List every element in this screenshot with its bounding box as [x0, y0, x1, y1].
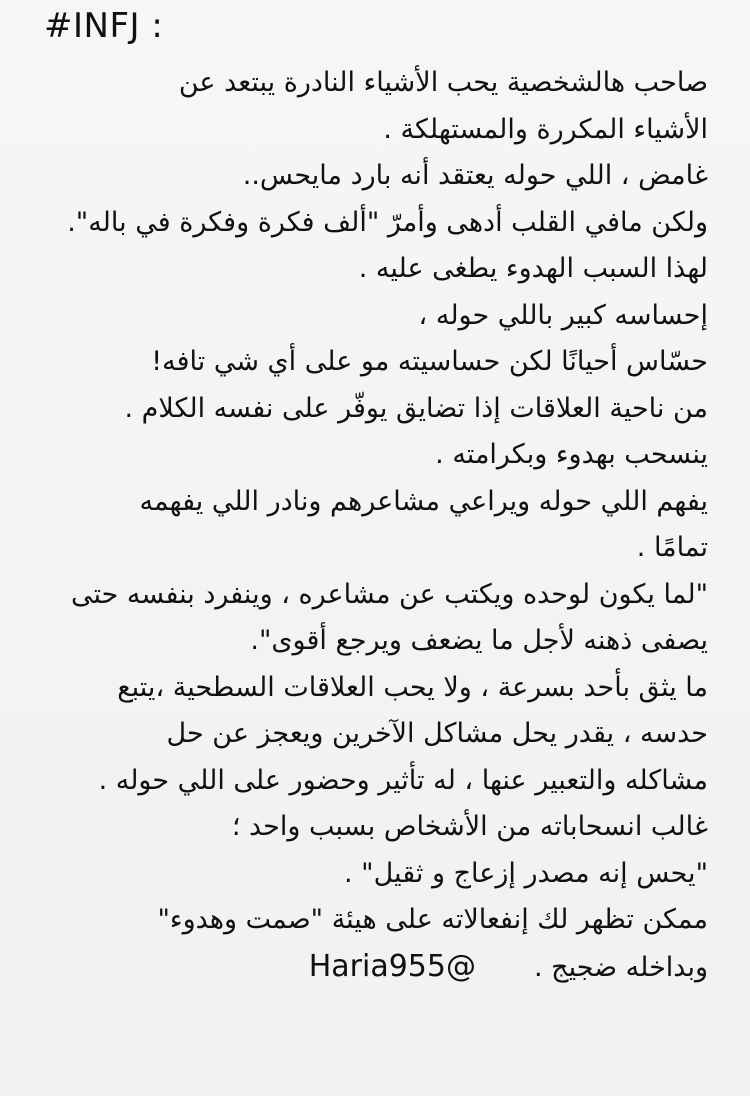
text-line: الأشياء المكررة والمستهلكة .: [383, 113, 708, 145]
text-line: يفهم اللي حوله ويراعي مشاعرهم ونادر اللي يفهمه: [139, 485, 708, 517]
author-handle: Haria955@: [308, 948, 476, 984]
text-line: مشاكله والتعبير عنها ، له تأثير وحضور على اللي حوله .: [98, 764, 708, 796]
text-line: ممكن تظهر لك إنفعالاته على هيئة "صمت وهدوء": [157, 904, 708, 935]
text-line: "لما يكون لوحده ويكتب عن مشاعره ، وينفرد بنفسه حتى: [70, 578, 708, 610]
text-line: حدسه ، يقدر يحل مشاكل الآخرين ويعجز عن حل: [166, 718, 708, 749]
text-line: لهذا السبب الهدوء يطغى عليه .: [358, 253, 708, 284]
last-line: [40, 944, 708, 991]
note-body: [40, 60, 708, 990]
text-line: ما يثق بأحد بسرعة ، ولا يحب العلاقات السطحية ،يتبع: [117, 671, 708, 703]
text-line: ينسحب بهدوء وبكرامته .: [435, 439, 708, 470]
text-line: "يحس إنه مصدر إزعاج و ثقيل" .: [344, 857, 708, 889]
text-line: صاحب هالشخصية يحب الأشياء النادرة يبتعد عن: [178, 67, 708, 98]
text-line: من ناحية العلاقات إذا تضايق يوفّر على نفسه الكلام .: [124, 392, 708, 424]
text-line: تمامًا .: [636, 532, 708, 563]
text-line: يصفى ذهنه لأجل ما يضعف ويرجع أقوى".: [250, 625, 708, 656]
last-line-text: وبداخله ضجيج .: [533, 951, 708, 983]
text-line: غالب انسحاباته من الأشخاص بسبب واحد ؛: [231, 811, 708, 842]
text-line: إحساسه كبير باللي حوله ،: [418, 299, 708, 331]
text-line: ولكن مافي القلب أدهى وأمرّ "ألف فكرة وفكرة في باله".: [67, 206, 708, 238]
hashtag-title: #INFJ :: [44, 6, 164, 46]
text-line: حسّاس أحيانًا لكن حساسيته مو على أي شي تافه!: [151, 346, 708, 377]
text-line: غامض ، اللي حوله يعتقد أنه بارد مايحس..: [242, 160, 708, 191]
